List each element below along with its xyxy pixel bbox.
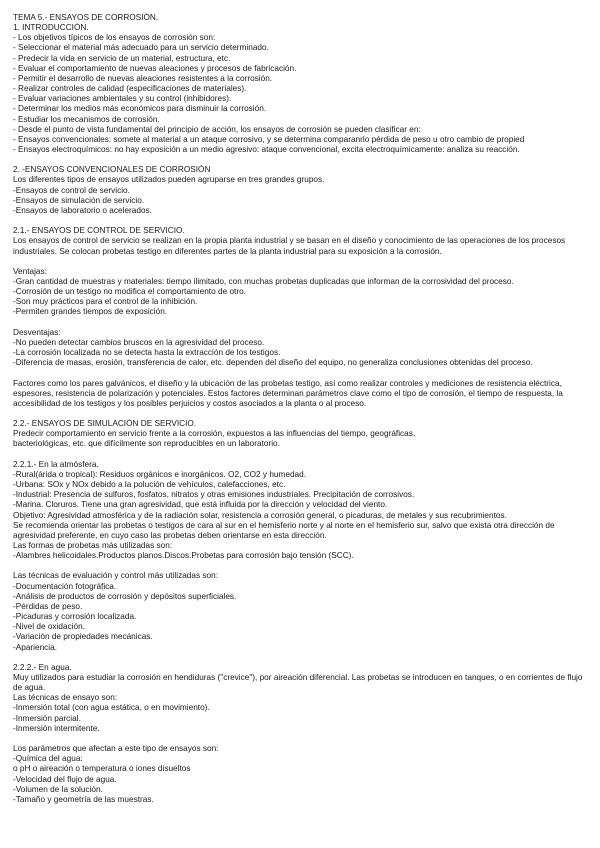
list-item: - Permitir el desarrollo de nuevas aleaciones resistentes a la corrosión. <box>13 73 273 83</box>
section-heading-introduccion: 1. INTRODUCCIÓN. <box>13 23 89 33</box>
list-item: -Gran cantidad de muestras y materiales: tiempo ilimitado, con muchas probetas duplicadas que informan de la corrosividad del proceso. <box>13 277 514 287</box>
list-item: -Química del agua: <box>13 754 83 764</box>
list-item: -Documentación fotográfica. <box>13 581 117 591</box>
list-item: - Seleccionar el material más adecuado para un servicio determinado. <box>13 43 269 53</box>
paragraph: Factores como los pares galvánicos, el diseño y la ubicación de las probetas testigo, así como realizar controles y mediciones de resistencia eléctrica, espesores, resistencia de polarización y potenciales. Estos factores determinan parámetros clave como el tipo de corrosión, el tiempo de respuesta, la accesibilidad de los testigos y los posibles perjuicios y costos asociados a la planta o al proceso. <box>13 378 563 408</box>
paragraph: Los ensayos de control de servicio se realizan en la propia planta industrial y se basan en el diseño y conocimiento de las operaciones de los procesos industriales. Se colocan probetas testigo en diferentes partes de la planta industrial para su exposición a la corrosión. <box>13 236 566 256</box>
list-item: o pH o aireación o temperatura o iones disueltos <box>13 764 191 774</box>
paragraph-line: Los diferentes tipos de ensayos utilizados pueden agruparse en tres grandes grupos. <box>13 175 325 185</box>
subheading-desventajas: Desventajas: <box>13 327 61 337</box>
list-item: - Determinar los medios más económicos para disminuir la corrosión. <box>13 104 267 114</box>
subsection-heading-agua: 2.2.2.- En agua. <box>13 662 72 672</box>
list-item: -Análisis de productos de corrosión y depósitos superficiales. <box>13 591 237 601</box>
list-item: - Los objetivos típicos de los ensayos de corrosión son: <box>13 33 216 43</box>
paragraph-line: Predecir comportamiento en servicio frente a la corrosión, expuestos a las influencias del tiempo, geográficas, <box>13 429 416 439</box>
paragraph-line: Objetivo: Agresividad atmosférica y de la radiación solar, resistencia a corrosión general, o picaduras, de metales y sus recubrimientos. <box>13 510 507 520</box>
list-item: -Ensayos de laboratorio o acelerados. <box>13 205 152 215</box>
list-item: - Desde el punto de vista fundamental del principio de acción, los ensayos de corrosión se pueden clasificar en: <box>13 124 421 134</box>
document-title: TEMA 5.- ENSAYOS DE CORROSIÓN. <box>13 13 159 22</box>
paragraph: Muy utilizados para estudiar la corrosión en hendiduras ("crevice"), por aireación diferencial. Las probetas se introducen en tanques, o en corrientes de flujo de agua. <box>13 673 583 693</box>
section-heading-control-de-servicio: 2.1.- ENSAYOS DE CONTROL DE SERVICIO. <box>13 226 185 236</box>
list-item: -Pérdidas de peso. <box>13 601 83 611</box>
list-item: -Velocidad del flujo de agua. <box>13 774 117 784</box>
list-item: -Urbana: SOx y NOx debido a la polución de vehículos, calefacciones, etc. <box>13 480 286 490</box>
list-item: - Ensayos electroquímicos: no hay exposición a un medio agresivo: ataque convencional, excita electroquímicamente: analiza su reacción. <box>13 145 520 155</box>
list-item: -Son muy prácticos para el control de la inhibición. <box>13 297 198 307</box>
document-page <box>13 13 591 805</box>
subheading-ventajas: Ventajas: <box>13 266 47 276</box>
list-item: -Tamaño y geometría de las muestras. <box>13 794 154 804</box>
list-item: -Rural(árida o tropical): Residuos orgánicos e inorgánicos. O2, CO2 y humedad. <box>13 469 307 479</box>
list-item: -Corrosión de un testigo no modifica el comportamiento de otro. <box>13 287 246 297</box>
list-item: -Picaduras y corrosión localizada. <box>13 612 137 622</box>
list-item: - Evaluar variaciones ambientales y su control (inhibidores). <box>13 94 232 104</box>
subsection-heading-atmosfera: 2.2.1.- En la atmósfera. <box>13 459 99 469</box>
list-item: -Nivel de oxidación. <box>13 622 85 632</box>
list-item: -Inmersión intermitente. <box>13 723 100 733</box>
list-item: -Diferencia de masas, erosión, transferencia de calor, etc. dependen del diseño del equipo, no generaliza conclusiones obtenidas del proceso. <box>13 358 533 368</box>
subheading-tecnicas: Las técnicas de evaluación y control más utilizadas son: <box>13 571 218 581</box>
list-item: -Industrial: Presencia de sulfuros, fosfatos, nitratos y otras emisiones industriales. Precipitación de corrosivos. <box>13 490 415 500</box>
list-item: - Evaluar el comportamiento de nuevas aleaciones y procesos de fabricación. <box>13 63 297 73</box>
list-item: - Estudiar los mecanismos de corrosión. <box>13 114 160 124</box>
paragraph-line: Las formas de probetas más utilizadas son: <box>13 541 173 551</box>
list-item: -Ensayos de control de servicio. <box>13 185 130 195</box>
list-item: - Ensayos convencionales: somete al material a un ataque corrosivo, y se determina comparanrlo pérdida de peso u otro cambio de propied <box>13 134 525 144</box>
paragraph-line: bacteriológicas, etc. que difícilmente son reproducibles en un laboratorio. <box>13 439 280 449</box>
list-item: -La corrosión localizada no se detecta hasta la extracción de los testigos. <box>13 348 281 358</box>
list-item: - Predecir la vida en servicio de un material, estructura, etc. <box>13 53 231 63</box>
section-heading-ensayos-convencionales: 2. -ENSAYOS CONVENCIONALES DE CORROSIÓN <box>13 165 211 175</box>
list-item: -Volumen de la solución. <box>13 784 103 794</box>
list-item: -Ensayos de simulación de servicio. <box>13 195 145 205</box>
list-item: -Apariencia. <box>13 642 58 652</box>
list-item: -Permiten grandes tiempos de exposición. <box>13 307 168 317</box>
section-heading-simulacion-de-servicio: 2.2.- ENSAYOS DE SIMULACIÓN DE SERVICIO. <box>13 419 197 429</box>
list-item: -Alambres helicoidales.Productos planos.Discos.Probetas para corrosión bajo tensión (SCC). <box>13 551 354 561</box>
list-item: -Inmersión parcial. <box>13 713 81 723</box>
list-item: - Realizar controles de calidad (especificaciones de materiales). <box>13 84 247 94</box>
list-item: -No pueden detectar cambios bruscos en la agresividad del proceso. <box>13 337 265 347</box>
list-item: -Marina. Cloruros. Tiene una gran agresividad, que está influida por la dirección y velocidad del viento. <box>13 500 388 510</box>
list-item: -Variación de propiedades mecánicas. <box>13 632 153 642</box>
paragraph: Se recomienda orientar las probetas o testigos de cara al sur en el hemisferio norte y al norte en el hemisferio sur, salvo que exista otra dirección de agresividad preferente, en cuyo caso las probetas deben orientarse en esta dirección. <box>13 520 555 540</box>
paragraph-line: Las técnicas de ensayo son: <box>13 693 118 703</box>
list-item: -Inmersión total (con agua estática, o en movimiento). <box>13 703 210 713</box>
intro-list <box>13 33 591 155</box>
subheading-parametros: Los parámetros que afectan a este tipo de ensayos son: <box>13 744 219 754</box>
